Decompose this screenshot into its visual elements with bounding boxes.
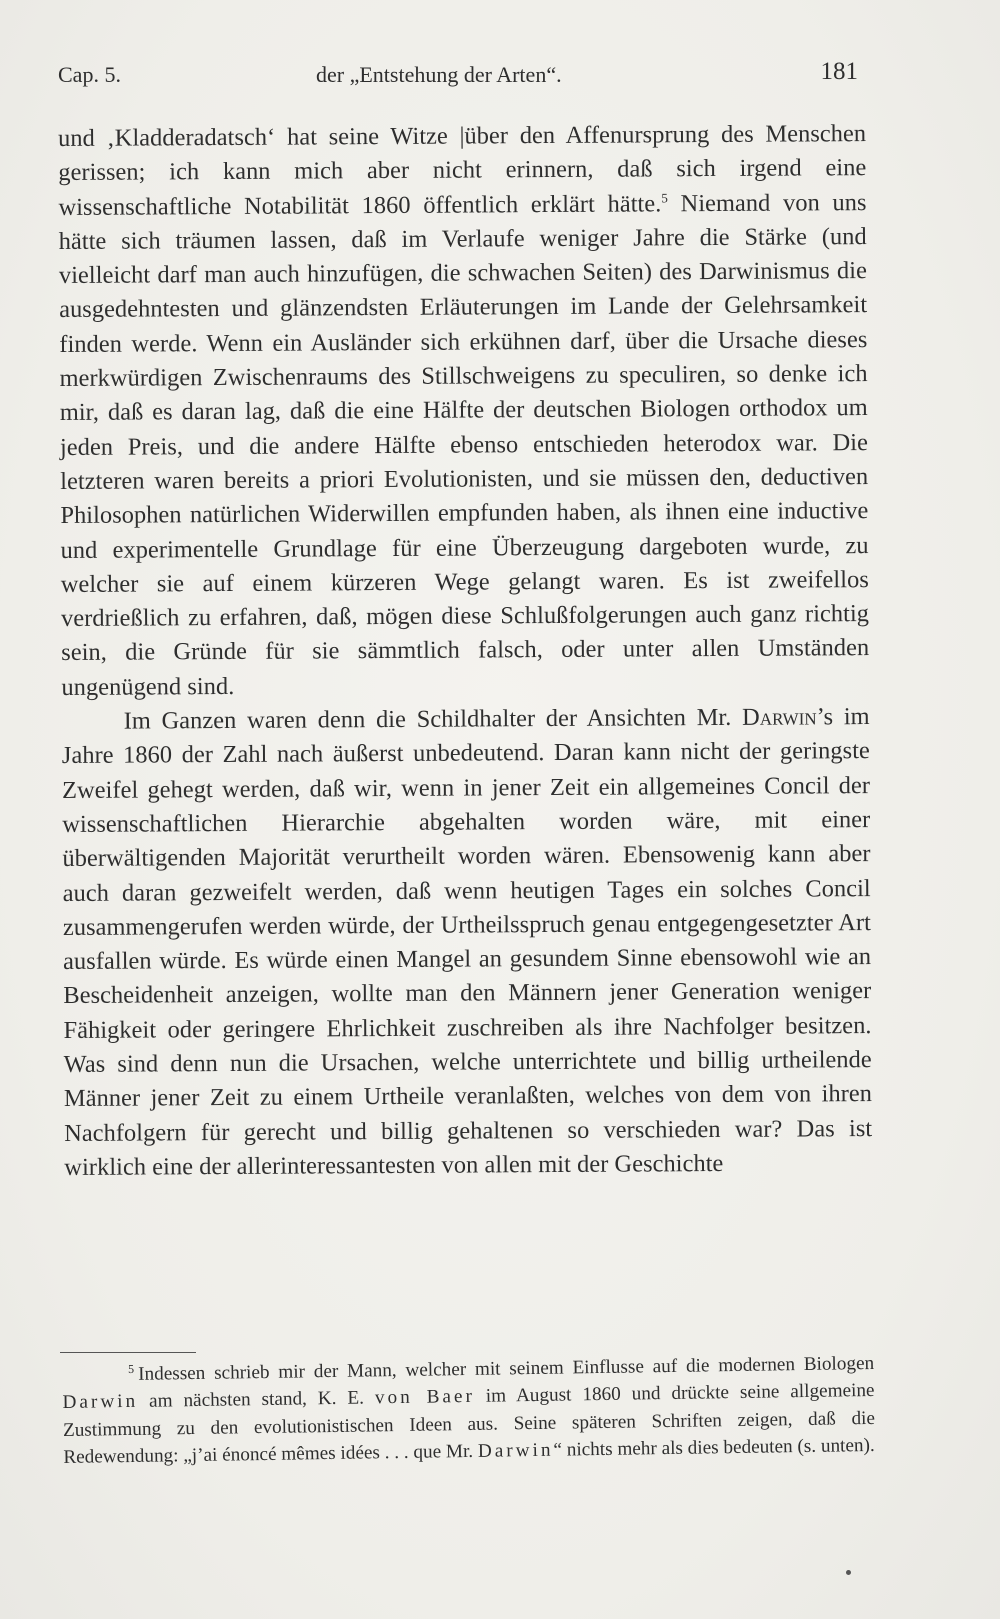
- footnote: [62, 1350, 876, 1471]
- paragraph-2: [62, 700, 873, 1185]
- paragraph-2-start: Im Ganzen waren denn die Schildhalter der Ansichten Mr.: [123, 703, 732, 735]
- footnote-rule: [60, 1352, 196, 1353]
- footnote-text-2: am nächsten stand, K. E.: [137, 1387, 376, 1413]
- footnote-text-3: im August 1860 und drückte seine allgemeine Zustimmung zu den evolutionistischen Ideen aus. Seine späteren Schriften zeigen, daß die Redewendung: „j’ai énoncé mêmes idées . . . que Mr.: [62, 1380, 876, 1468]
- author-name-darwin: Darwin: [742, 703, 817, 731]
- footnote-name-darwin-1: Darwin: [62, 1391, 139, 1414]
- footnote-marker: 5: [128, 1361, 135, 1377]
- footnote-reference: 5: [661, 189, 668, 205]
- paragraph-1-text: und ‚Kladderadatsch‘ hat seine Witze |über den Affenursprung des Menschen gerissen; ich kann mich aber nicht erinnern, daß sich irgend eine wissenschaftliche Notabilität 1860 öffentlich erklärt hätte.: [58, 120, 867, 221]
- footnote-name-von-baer: von Baer: [374, 1386, 476, 1409]
- ink-speck: [846, 1570, 851, 1575]
- paragraph-1-continued: Niemand von uns hätte sich träumen lassen, daß im Verlaufe weniger Jahre die Stärke (und vielleicht darf man auch hinzufügen, die schwachen Seiten) des Darwinismus die ausgedehntesten und glänzendsten Erläuterungen im Lande der Gelehrsamkeit finden werde. Wenn ein Ausländer sich erkühnen darf, über die Ursache dieses merkwürdigen Zwischenraums des Stillschweigens zu speculiren, so denke ich mir, daß es daran lag, daß die eine Hälfte der deutschen Biologen orthodox um jeden Preis, und die andere Hälfte ebenso entschieden heterodox war. Die letzteren waren bereits a priori Evolutionisten, und sie müssen den, deductiven Philosophen natürlichen Widerwillen empfunden haben, als ihnen eine inductive und experimentelle Grundlage für eine Überzeugung dargeboten wurde, zu welcher sie auf einem kürzeren Wege gelangt waren. Es ist zweifellos verdrießlich zu erfahren, daß, mögen diese Schlußfolgerungen auch ganz richtig sein, die Gründe für sie sämmtlich falsch, oder unter allen Umständen ungenügend sind.: [58, 188, 870, 701]
- running-title: der „Entstehung der Arten“.: [316, 62, 562, 87]
- footnote-paragraph: [62, 1350, 876, 1471]
- page-number: 181: [820, 58, 858, 85]
- footnote-text-1: Indessen schrieb mir der Mann, welcher mit seinem Einflusse auf die modernen Biologen: [138, 1352, 875, 1385]
- footnote-name-darwin-2: Darwin: [477, 1439, 554, 1462]
- footnote-text-4: “ nichts mehr als dies bedeuten (s. unten).: [553, 1434, 875, 1461]
- page-header: [58, 58, 858, 92]
- main-text: [58, 117, 872, 1185]
- chapter-label: Cap. 5.: [58, 62, 121, 87]
- paragraph-1: [58, 117, 870, 705]
- paragraph-2-rest: ’s im Jahre 1860 der Zahl nach äußerst unbedeutend. Daran kann nicht der geringste Zweifel gehegt werden, daß wir, wenn in jener Zeit ein allgemeines Concil der wissenschaftlichen Hierarchie abgehalten worden wäre, mit einer überwältigenden Majorität verurtheilt worden wären. Ebensowenig kann aber auch daran gezweifelt werden, daß wenn heutigen Tages ein solches Concil zusammengerufen werden würde, der Urtheilsspruch genau entgegengesetzter Art ausfallen würde. Es würde einen Mangel an gesundem Sinne ebensowohl wie an Bescheidenheit anzeigen, wollte man den Männern jener Generation weniger Fähigkeit oder geringere Ehrlichkeit zuschreiben als ihre Nachfolger besitzen. Was sind denn nun die Ursachen, welche unterrichtete und billig urtheilende Männer jener Zeit zu einem Urtheile veranlaßten, welches von dem von ihren Nachfolgern für gerecht und billig gehaltenen so verschieden war? Das ist wirklich eine der allerinteressantesten von allen mit der Geschichte: [61, 703, 873, 1181]
